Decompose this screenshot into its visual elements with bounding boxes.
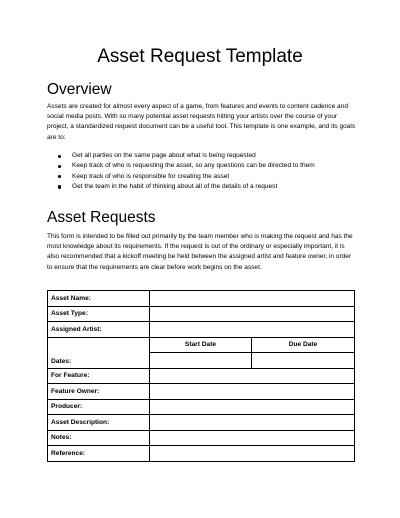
asset-requests-heading: Asset Requests: [47, 209, 156, 226]
table-row: [48, 446, 355, 462]
assigned-artist-field[interactable]: [150, 322, 355, 338]
start-date-header: Start Date: [150, 337, 252, 353]
notes-field[interactable]: [150, 430, 355, 446]
reference-field[interactable]: [150, 446, 355, 462]
asset-requests-paragraph: This form is intended to be filled out primarily by the team member who is making the request and has the most knowledge about its requirements. If the request is out of the ordinary or especially important, it is also recommended that a kickoff meeting be held between the assigned artist and feature owner, in order to ensure that the requirements are clear before work begins on the asset.: [47, 233, 353, 271]
goal-text: Keep track of who is responsible for creating the asset: [72, 172, 230, 180]
table-row: [48, 322, 355, 338]
asset-name-label: Asset Name:: [48, 291, 150, 307]
asset-description-field[interactable]: [150, 415, 355, 431]
producer-field[interactable]: [150, 399, 355, 415]
asset-type-label: Asset Type:: [48, 306, 150, 322]
producer-label: Producer:: [48, 399, 150, 415]
goal-text: Get the team in the habit of thinking about all of the details of a request: [72, 182, 278, 190]
feature-owner-label: Feature Owner:: [48, 384, 150, 400]
asset-type-field[interactable]: [150, 306, 355, 322]
notes-label: Notes:: [48, 430, 150, 446]
document-title: Asset Request Template: [97, 46, 303, 67]
list-item: [57, 151, 357, 161]
bullet-icon: [58, 155, 61, 158]
bullet-icon: [58, 175, 61, 178]
for-feature-field[interactable]: [150, 368, 355, 384]
table-row: [48, 430, 355, 446]
bullet-icon: [58, 165, 61, 168]
assigned-artist-label: Assigned Artist:: [48, 322, 150, 338]
table-row: [48, 399, 355, 415]
asset-request-form: [47, 290, 355, 462]
asset-name-field[interactable]: [150, 291, 355, 307]
table-row: [48, 306, 355, 322]
goal-text: Get all parties on the same page about what is being requested: [72, 152, 256, 159]
table-row: [48, 368, 355, 384]
due-date-field[interactable]: [252, 353, 355, 369]
overview-paragraph: Assets are created for almost every aspect of a game, from features and events to content cadence and social media posts. With so many potential asset requests hitting your artists over the course of your project, a standardized request document can be a useful tool. This template is one example, and its goals are to:: [47, 103, 356, 141]
list-item: [57, 172, 357, 182]
bullet-icon: [58, 185, 61, 188]
table-row: [48, 291, 355, 307]
overview-heading: Overview: [47, 81, 112, 98]
start-date-field[interactable]: [150, 353, 252, 369]
goals-list: [57, 151, 357, 192]
table-row: [48, 415, 355, 431]
asset-description-label: Asset Description:: [48, 415, 150, 431]
table-row: [48, 384, 355, 400]
list-item: [57, 182, 357, 192]
table-row: [48, 337, 355, 353]
list-item: [57, 161, 357, 171]
reference-label: Reference:: [48, 446, 150, 462]
feature-owner-field[interactable]: [150, 384, 355, 400]
for-feature-label: For Feature:: [48, 368, 150, 384]
due-date-header: Due Date: [252, 337, 355, 353]
goal-text: Keep track of who is requesting the asset, so any questions can be directed to them: [72, 162, 315, 170]
dates-label: Dates:: [48, 337, 150, 368]
